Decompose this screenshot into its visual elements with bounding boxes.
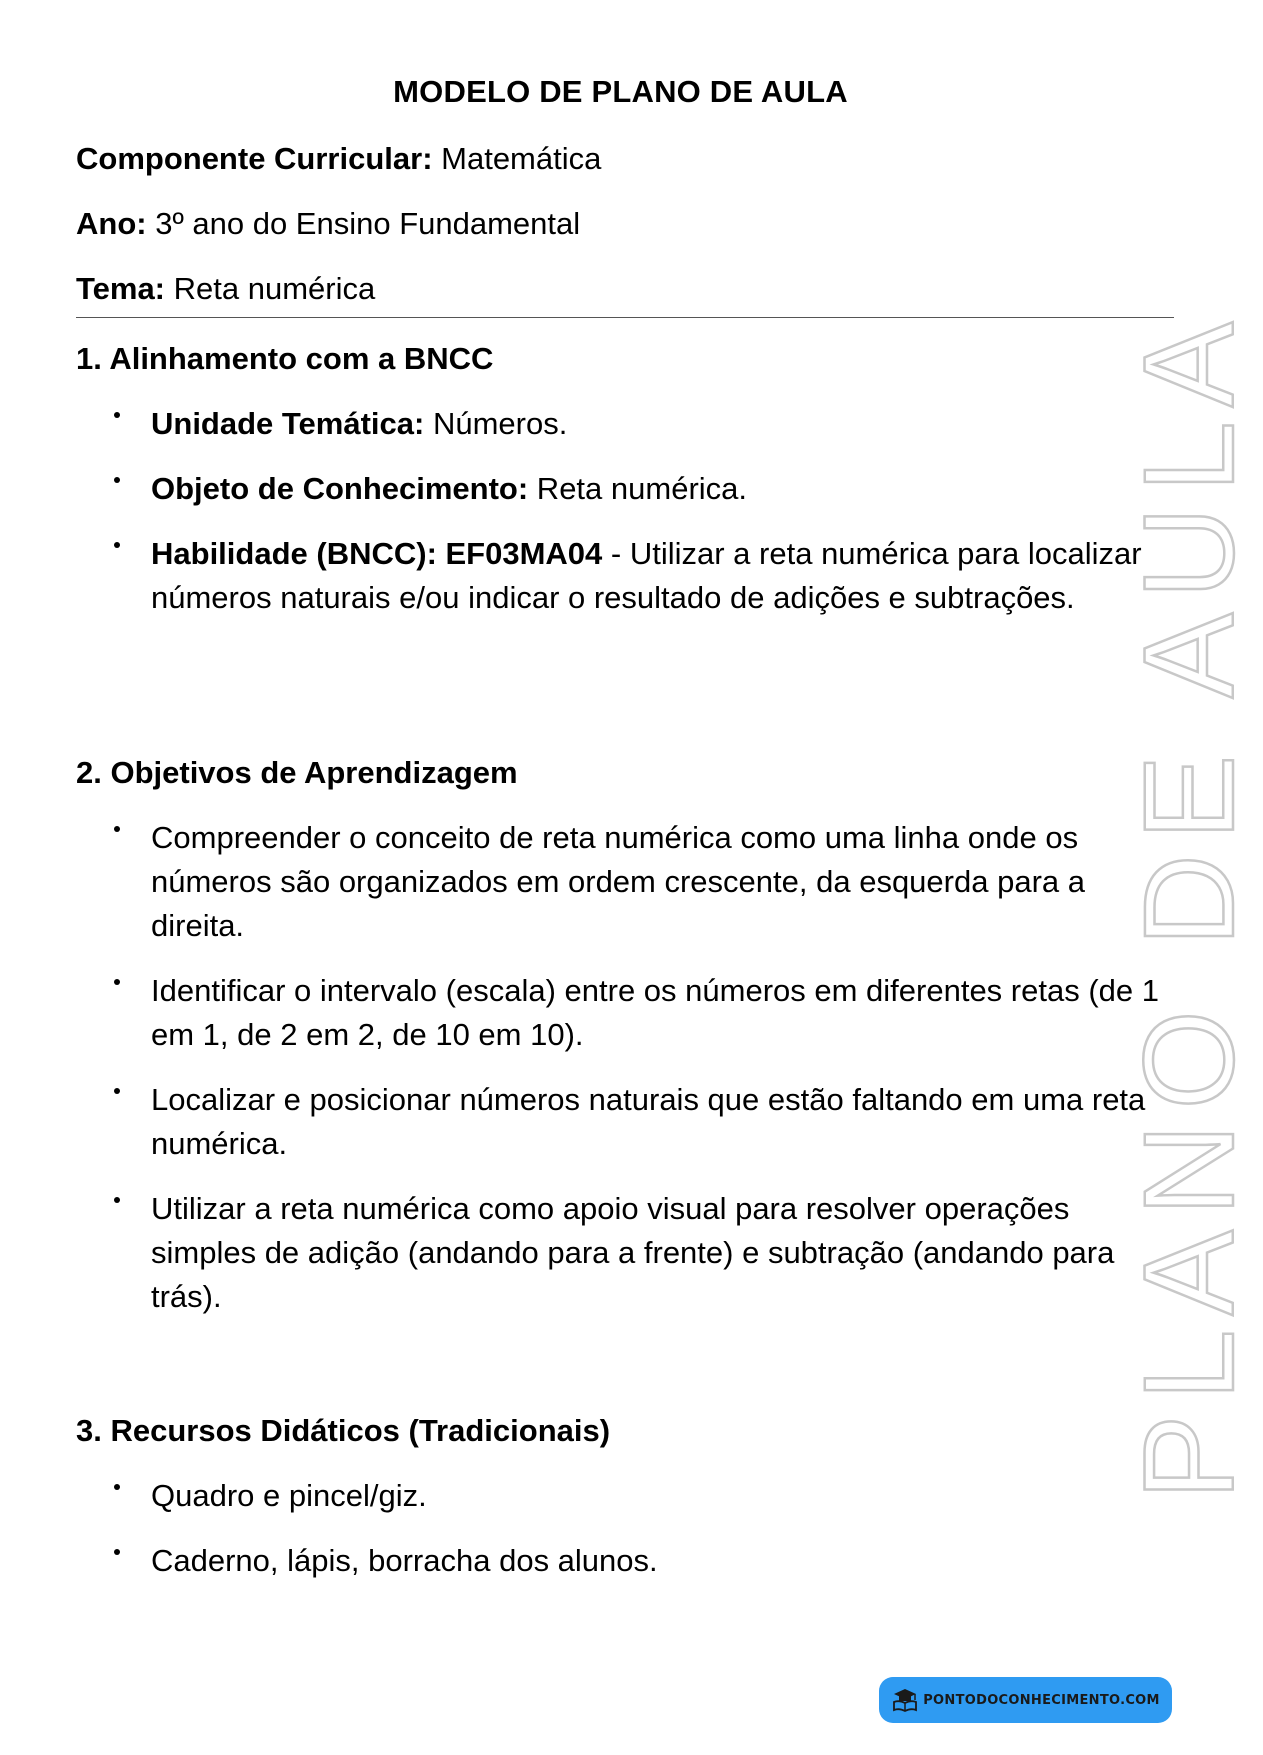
document-title: MODELO DE PLANO DE AULA <box>393 74 848 109</box>
list-item: Utilizar a reta numérica como apoio visual para resolver operações simples de adição (andando para a frente) e subtração (andando para trás). <box>151 1191 1115 1314</box>
section-heading-bncc: 1. Alinhamento com a BNCC <box>76 341 494 376</box>
list-item: Localizar e posicionar números naturais que estão faltando em uma reta numérica. <box>151 1082 1146 1161</box>
meta-year <box>76 206 580 242</box>
meta-value: Reta numérica <box>165 271 376 306</box>
item-text: Reta numérica. <box>528 471 748 506</box>
list-item <box>151 467 1181 511</box>
list-item <box>151 402 1181 446</box>
item-label: Habilidade (BNCC): EF03MA04 <box>151 536 603 571</box>
item-text: Números. <box>424 406 568 441</box>
meta-label: Ano: <box>76 206 147 241</box>
bullet-icon <box>111 1197 123 1209</box>
meta-theme <box>76 271 375 307</box>
list-item: Compreender o conceito de reta numérica como uma linha onde os números são organizados em ordem crescente, da esquerda para a direita. <box>151 820 1085 943</box>
meta-value: 3º ano do Ensino Fundamental <box>146 206 581 241</box>
graduation-book-icon <box>891 1686 919 1714</box>
bullet-icon <box>111 826 123 838</box>
section-heading-objectives: 2. Objetivos de Aprendizagem <box>76 755 518 790</box>
watermark: PLANO DE AULA <box>1118 307 1261 1500</box>
list-item <box>151 532 1181 620</box>
meta-component <box>76 141 601 177</box>
bullet-icon <box>111 1549 123 1561</box>
list-item: Quadro e pincel/giz. <box>151 1478 427 1513</box>
divider <box>76 317 1174 318</box>
item-label: Objeto de Conhecimento: <box>151 471 529 506</box>
bullet-icon <box>111 412 123 424</box>
bullet-icon <box>111 542 123 554</box>
section-heading-resources: 3. Recursos Didáticos (Tradicionais) <box>76 1413 611 1448</box>
meta-label: Tema: <box>76 271 166 306</box>
list-item: Identificar o intervalo (escala) entre os números em diferentes retas (de 1 em 1, de 2 em 2, de 10 em 10). <box>151 973 1159 1052</box>
meta-value: Matemática <box>432 141 602 176</box>
list-item: Caderno, lápis, borracha dos alunos. <box>151 1543 658 1578</box>
meta-label: Componente Curricular: <box>76 141 433 176</box>
bullet-icon <box>111 1484 123 1496</box>
bullet-icon <box>111 1088 123 1100</box>
logo-text: PONTODOCONHECIMENTO.COM <box>923 1692 1160 1708</box>
bullet-icon <box>111 979 123 991</box>
site-logo[interactable] <box>879 1677 1172 1723</box>
item-text: - Utilizar a reta numérica para localizar números naturais e/ou indicar o resultado de adições e subtrações. <box>151 536 1142 615</box>
bullet-icon <box>111 477 123 489</box>
item-label: Unidade Temática: <box>151 406 425 441</box>
